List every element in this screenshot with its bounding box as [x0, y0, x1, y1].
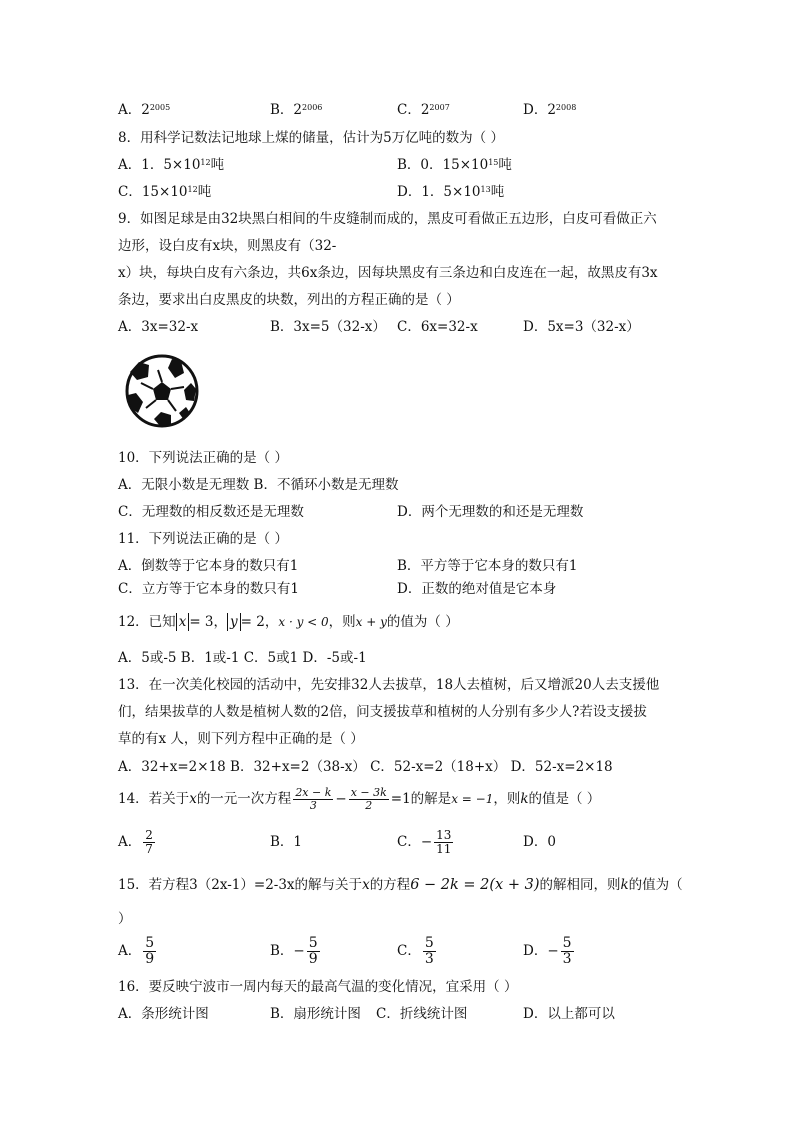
- q11-option-c: C．立方等于它本身的数只有1: [118, 581, 299, 597]
- q15-option-c: C． $\frac{5}{3}$: [397, 935, 434, 967]
- q7-option-b: B．$2^{2006}$: [270, 102, 323, 118]
- q12-stem: 12．已知 x = 3， y = 2，x · y < 0，则x + y的值为（ ）: [118, 614, 459, 630]
- q14-option-d: D．0: [523, 834, 556, 850]
- q8-stem: 8．用科学记数法记地球上煤的储量，估计为5万亿吨的数为（ ）: [118, 130, 504, 146]
- q8-option-c: C．$15\times 10^{12}$吨: [118, 184, 212, 200]
- q15-option-a: A． $\frac{5}{9}$: [118, 935, 155, 967]
- q9-line-3: x）块，每块白皮有六条边，共6x条边，因每块黑皮有三条边和白皮连在一起，故黑皮有3x: [118, 265, 658, 281]
- q10-option-d: D．两个无理数的和还是无理数: [397, 504, 584, 520]
- q11-stem: 11．下列说法正确的是（ ）: [118, 531, 288, 547]
- q16-option-a: A．条形统计图: [118, 1006, 209, 1022]
- q12-options: A．5或-5 B．1或-1 C．5或1 D．-5或-1: [118, 650, 367, 666]
- q14-stem: 14．若关于x的一元一次方程 $\frac{2x - k}{3}$ − $\frac{x - 3k}{2}$ =1的解是x = −1，则k的值是（ ）: [118, 786, 601, 812]
- q13-line-1: 13．在一次美化校园的活动中，先安排32人去拔草，18人去植树，后又增派20人去支援他: [118, 677, 660, 693]
- q9-line-4: 条边，要求出白皮黑皮的块数，列出的方程正确的是（ ）: [118, 292, 460, 308]
- q11-option-a: A．倒数等于它本身的数只有1: [118, 558, 299, 574]
- q9-line-1: 9．如图足球是由32块黑白相间的牛皮缝制而成的，黑皮可看做正五边形，白皮可看做正六: [118, 211, 657, 227]
- q11-option-b: B．平方等于它本身的数只有1: [397, 558, 578, 574]
- q13-line-2: 们，结果拔草的人数是植树人数的2倍，问支援拔草和植树的人分别有多少人?若设支援拔: [118, 704, 647, 720]
- q7-option-a: A．$2^{2005}$: [118, 102, 171, 118]
- q13-options: A．32+x=2×18 B．32+x=2（38-x） C．52-x=2（18+x） D．52-x=2×18: [118, 759, 613, 775]
- q14-option-c: C．− $\frac{13}{11}$: [397, 828, 452, 856]
- q9-option-d: D．5x=3（32-x）: [523, 319, 640, 335]
- q10-option-ab: A．无限小数是无理数 B．不循环小数是无理数: [118, 477, 399, 493]
- q8-option-a: A．1．$5\times 10^{12}$吨: [118, 157, 225, 173]
- q14-option-b: B．1: [270, 834, 303, 850]
- q7-option-c: C．$2^{2007}$: [397, 102, 450, 118]
- q16-stem: 16．要反映宁波市一周内每天的最高气温的变化情况，宜采用（ ）: [118, 979, 518, 995]
- q8-option-b: B．0．$15\times 10^{15}$吨: [397, 157, 512, 173]
- soccer-ball-icon: [124, 353, 200, 429]
- q14-option-a: A． $\frac{2}{7}$: [118, 828, 153, 856]
- q11-option-d: D．正数的绝对值是它本身: [397, 581, 557, 597]
- q13-line-3: 草的有x 人，则下列方程中正确的是（ ）: [118, 731, 364, 747]
- q9-option-a: A．3x=32-x: [118, 319, 199, 335]
- soccer-ball-figure: [124, 353, 200, 429]
- q15-stem: 15．若方程3（2x-1）=2-3x的解与关于x的方程6 − 2k = 2(x + 3)的解相同，则k的值为（: [118, 877, 683, 893]
- q15-option-d: D．− $\frac{5}{3}$: [523, 935, 572, 967]
- q10-option-c: C．无理数的相反数还是无理数: [118, 504, 304, 520]
- q16-option-d: D．以上都可以: [523, 1006, 615, 1022]
- q9-option-c: C．6x=32-x: [397, 319, 478, 335]
- q15-option-b: B．− $\frac{5}{9}$: [270, 935, 318, 967]
- q9-option-b: B．3x=5（32-x）: [270, 319, 386, 335]
- q16-option-c: C．折线统计图: [376, 1006, 468, 1022]
- q16-option-b: B．扇形统计图: [270, 1006, 361, 1022]
- q9-line-2: 边形，设白皮有x块，则黑皮有（32-: [118, 238, 337, 254]
- q10-stem: 10．下列说法正确的是（ ）: [118, 450, 288, 466]
- q15-stem-close: ）: [118, 911, 132, 927]
- q7-option-d: D．$2^{2008}$: [523, 102, 577, 118]
- q8-option-d: D．1．$5\times 10^{13}$吨: [397, 184, 505, 200]
